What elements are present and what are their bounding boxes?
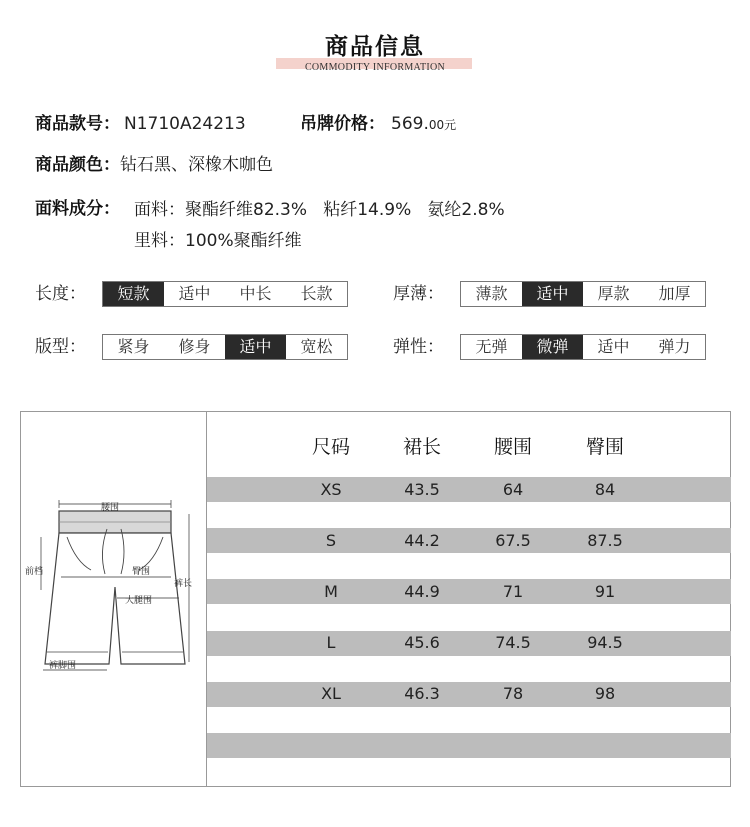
thickness-option: 适中 [522, 282, 583, 306]
thickness-selector [460, 281, 706, 307]
thickness-label: 厚薄： [393, 284, 444, 304]
header-size: 尺码 [311, 436, 350, 458]
size-table [20, 411, 731, 787]
page-title: 商品信息 [325, 34, 425, 60]
fit-option: 宽松 [300, 337, 333, 356]
table-cell: 67.5 [495, 531, 531, 550]
diagram-waist-label: 腰围 [101, 503, 120, 513]
shorts-diagram [21, 412, 206, 786]
diagram-length-label: 裤长 [174, 579, 193, 589]
style-number-value: N1710A24213 [124, 114, 246, 134]
thickness-option: 薄款 [475, 284, 508, 303]
table-cell: 74.5 [495, 633, 531, 652]
fabric-lining: 里料：100%聚酯纤维 [134, 231, 302, 251]
table-cell: L [326, 633, 336, 652]
table-cell: S [325, 531, 337, 550]
elasticity-option: 弹力 [658, 337, 691, 356]
table-cell: 94.5 [587, 633, 623, 652]
table-cell: M [324, 582, 338, 601]
table-cell: 46.3 [404, 684, 440, 703]
color-row [35, 153, 273, 177]
elasticity-option: 无弹 [475, 337, 508, 356]
fit-option: 适中 [225, 335, 286, 359]
diagram-hip-label: 臀围 [132, 567, 151, 577]
color-value: 钻石黑、深橡木咖色 [120, 155, 273, 175]
table-cell: XL [321, 684, 341, 703]
thickness-option: 厚款 [597, 284, 630, 303]
table-cell: 84 [594, 480, 616, 499]
color-label: 商品颜色： [35, 155, 120, 175]
table-stripe [207, 733, 731, 758]
length-option: 短款 [103, 282, 164, 306]
section-header [0, 30, 750, 73]
style-number-row [35, 112, 246, 136]
length-option: 长款 [300, 284, 333, 303]
fabric-shell: 面料：聚酯纤维82.3% 粘纤14.9% 氨纶2.8% [134, 200, 505, 220]
elasticity-option: 微弹 [522, 335, 583, 359]
diagram-hem-label: 裤脚围 [49, 661, 77, 671]
header-skirt-length: 裙长 [402, 436, 441, 458]
table-cell: 87.5 [587, 531, 623, 550]
style-number-label: 商品款号： [35, 114, 120, 134]
thickness-option: 加厚 [658, 284, 691, 303]
diagram-thigh-label: 大腿围 [125, 596, 153, 606]
elasticity-option: 适中 [597, 337, 630, 356]
table-cell: 44.2 [404, 531, 440, 550]
table-cell: 45.6 [404, 633, 440, 652]
table-cell: 43.5 [404, 480, 440, 499]
price-value: 569. [391, 114, 429, 134]
fit-option: 修身 [178, 337, 211, 356]
length-label: 长度： [35, 284, 86, 304]
header-hip: 臀围 [585, 436, 624, 458]
fit-option: 紧身 [117, 337, 150, 356]
diagram-front-rise-label: 前档 [25, 567, 44, 577]
length-option: 适中 [178, 284, 211, 303]
length-selector [102, 281, 348, 307]
header-waist: 腰围 [493, 436, 532, 458]
price-unit: 00元 [428, 118, 457, 132]
fit-label: 版型： [35, 337, 86, 357]
table-cell: 44.9 [404, 582, 440, 601]
table-cell: 64 [502, 480, 524, 499]
table-cell: XS [320, 480, 342, 499]
table-cell: 98 [594, 684, 616, 703]
price-row [300, 112, 456, 137]
table-cell: 78 [502, 684, 524, 703]
elasticity-selector [460, 334, 706, 360]
table-cell: 71 [502, 582, 524, 601]
page-subtitle: COMMODITY INFORMATION [304, 62, 446, 73]
fabric-label: 面料成分： [35, 199, 120, 219]
table-cell: 91 [594, 582, 616, 601]
fit-selector [102, 334, 348, 360]
fabric-row [35, 197, 120, 221]
length-option: 中长 [239, 284, 272, 303]
price-label: 吊牌价格： [300, 114, 385, 134]
elasticity-label: 弹性： [393, 337, 444, 357]
